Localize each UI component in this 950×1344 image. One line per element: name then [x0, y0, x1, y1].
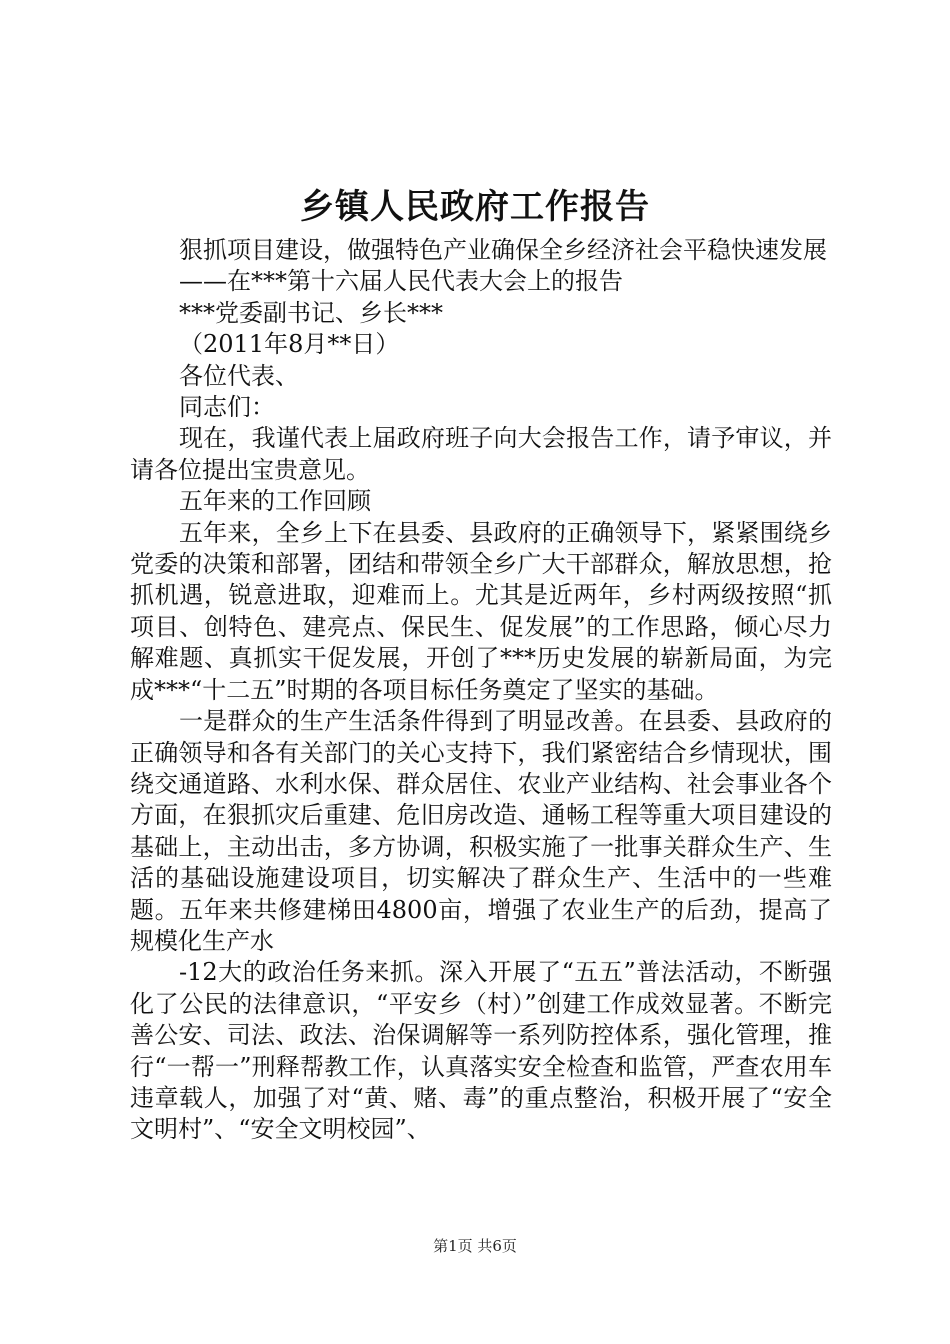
body-paragraph: 一是群众的生产生活条件得到了明显改善。在县委、县政府的正确领导和各有关部门的关心支持下，我们紧密结合乡情现状，围绕交通道路、水利水保、群众居住、农业产业结构、社会事业各个方面，在狠抓灾后重建、危旧房改造、通畅工程等重大项目建设的基础上，主动出击，多方协调，积极实施了一批事关群众生产、生活的基础设施建设项目，切实解决了群众生产、生活中的一些难题。五年来共修建梯田4800亩，增强了农业生产的后劲，提高了规模化生产水 — [130, 707, 832, 955]
salutation-line: 同志们： — [179, 393, 275, 422]
date-line: （2011年8月**日） — [179, 330, 400, 359]
body-paragraph: 五年来，全乡上下在县委、县政府的正确领导下，紧紧围绕乡党委的决策和部署，团结和带领全乡广大干部群众，解放思想，抢抓机遇，锐意进取，迎难而上。尤其是近两年，乡村两级按照“抓项目、创特色、建亮点、保民生、促发展”的工作思路，倾心尽力解难题、真抓实干促发展，开创了***历史发展的崭新局面，为完成***“十二五”时期的各项目标任务奠定了坚实的基础。 — [130, 518, 832, 704]
body-paragraph: -12大的政治任务来抓。深入开展了“五五”普法活动，不断强化了公民的法律意识，“平安乡（村）”创建工作成效显著。不断完善公安、司法、政法、治保调解等一系列防控体系，强化管理，推行“一帮一”刑释帮教工作，认真落实安全检查和监管，严查农用车违章载人，加强了对“黄、赌、毒”的重点整治，积极开展了“安全文明村”、“安全文明校园”、 — [130, 958, 832, 1144]
report-occasion: ——在***第十六届人民代表大会上的报告 — [179, 267, 623, 296]
salutation-line: 各位代表、 — [179, 361, 299, 390]
document-body — [130, 235, 832, 1146]
speaker-line: ***党委副书记、乡长*** — [179, 298, 443, 327]
section-heading: 五年来的工作回顾 — [179, 487, 371, 516]
subtitle-line: 狠抓项目建设，做强特色产业确保全乡经济社会平稳快速发展 — [179, 236, 827, 264]
body-paragraph: 现在，我谨代表上届政府班子向大会报告工作，请予审议，并请各位提出宝贵意见。 — [130, 424, 832, 484]
document-title: 乡镇人民政府工作报告 — [300, 187, 650, 227]
page-number-footer: 第1页 共6页 — [433, 1237, 517, 1255]
